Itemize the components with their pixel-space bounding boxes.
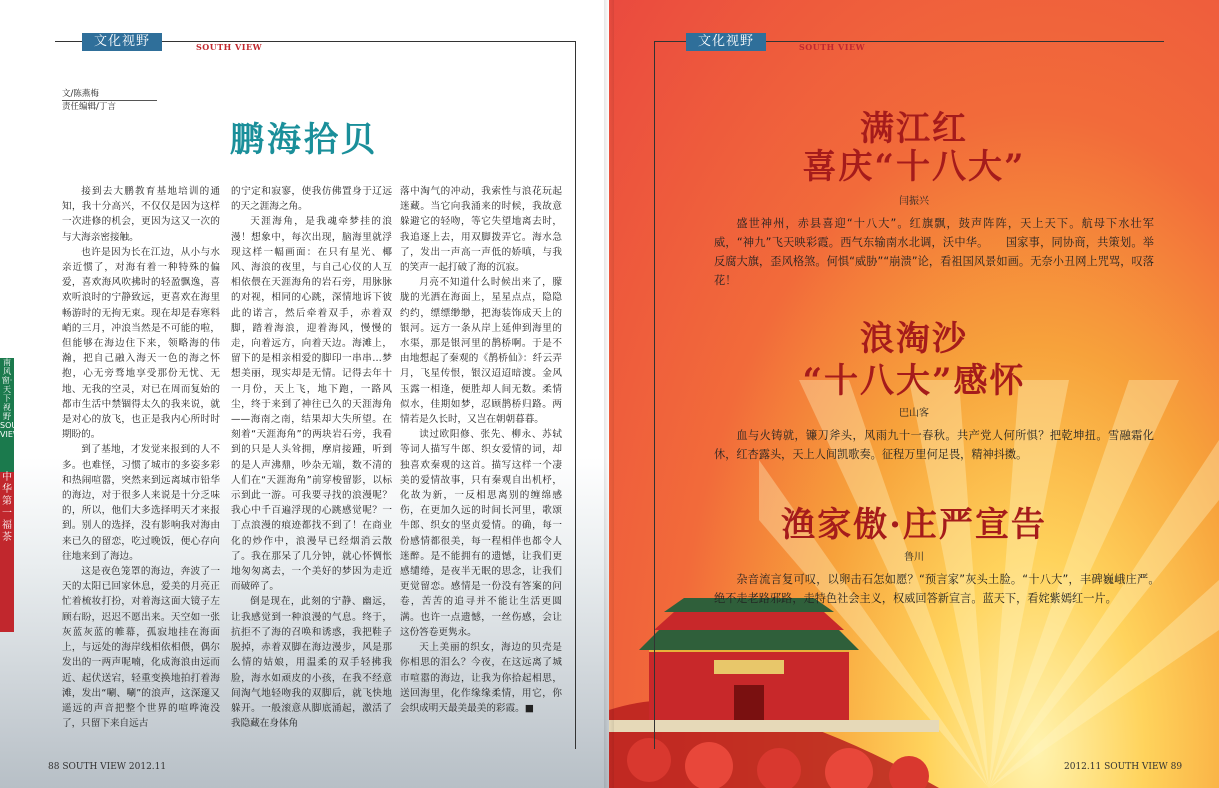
poem-body-2 [714,426,1154,464]
poem-author-3: 鲁川 [904,552,924,563]
right-page [609,0,1219,788]
poem-author-2: 巴山客 [899,408,929,419]
poem-title-line: “十八大”感怀 [802,361,1026,401]
paragraph: 也许是因为长在江边，从小与水亲近惯了，对海有着一种特殊的偏爱，喜欢海风吹拂时的轻盈飘逸，喜欢听浪时的宁静致远，更喜欢在海里畅游时的无拘无束。现在却是春寒料峭的三月，冲浪当然是不可能的啦，但能够在海边住下来，领略海的伟瀚，把自己融入海天一色的海之怀抱，心无旁骛地享受那份无忧、无地、无我的空灵，对已在周而复始的都市生活中禁锢得太久的我来说，就是对心的放飞，也正是我内心所时时期盼的。 [62,246,220,441]
poem-title-3 [609,505,1219,545]
poem-title-line: 浪淘沙 [860,319,968,359]
section-subheader: SOUTH VIEW [196,42,263,52]
poem-body-1 [714,214,1154,290]
article-column-3 [400,184,562,716]
poem-title-line: 喜庆“十八大” [802,147,1026,187]
paragraph: 读过欧阳修、张先、柳永、苏轼等词人描写牛郎、织女爱情的词，却独喜欢秦观的这首。描写这样一个凄美的爱情故事，只有秦观自出机杼，化故为新，一反相思离别的缠绵感伤，在更加久远的时间长河里，歌颂牛郎、织女的坚贞爱情。的确，每一份感情都很美，每一程相伴也都令人迷醉。是不能拥有的遗憾，让我们更感缱绻，是夜半无眠的思念，让我们更觉留恋。感情是一份没有答案的问卷，苦苦的追寻并不能让生活更圆满。也许一点遗憾，一丝伤感，会让这份答卷更隽永。 [400,429,562,638]
section-header: 文化视野 [82,33,162,51]
paragraph: 倒是现在，此刻的宁静、幽远，让我感觉到一种浪漫的气息。终于，抗拒不了海的召唤和诱惑，我把鞋子脱掉，赤着双脚在海边漫步，风是那么情的姑娘，用温柔的双手轻拂我脸，海水如顽皮的小孩，在我不经意间淘气地轻吻我的双脚后，就飞快地躲开。一般滚意从脚底涌起，激活了我隐藏在身体角 [231,596,392,730]
poem-text: 血与火铸就，镰刀斧头，风雨九十一春秋。共产党人何所惧？把乾坤扭。雪融霜化休，红杏露头，天上人间凯歌奏。征程万里何足畏，精神抖擞。 [714,429,1154,461]
paragraph: 这是夜色笼罩的海边，奔波了一天的太阳已回家休息，爱美的月亮正忙着梳妆打扮，对着海这面大镜子左顾右盼，迟迟不愿出来。天空如一张灰蓝灰蓝的帷幕，孤寂地挂在海面上，与远处的海岸线相依相偎，偶尔发出的一两声呢喃，化成海浪由远而近、起伏送宕，轻重变换地拍打着海滩，发出“唰、唰”的浪声，这深邃又遥远的声音把整个世界的喧哗淹没了，只留下来自远古 [62,566,220,730]
article-column-1 [62,184,220,731]
paragraph: 的宁定和寂寥，使我仿佛置身于辽远的天之涯海之角。 [231,186,392,213]
poem-text: 杂音流言复可叹，以卵击石怎如愿？“预言家”灰头土脸。“十八大”，丰碑巍峨庄严。 绝不走老路邪路，走特色社会主义，权威回答新宣言。蓝天下，看姹紫嫣红一片。 [714,573,1166,605]
paragraph: 月亮不知道什么时候出来了，朦胧的光洒在海面上，星星点点，隐隐约约，缥缥缈缈，把海装饰成天上的银河。远方一条从岸上延伸到海里的水渠，那是银河里的鹊桥啊。于是不由地想起了秦观的《鹊桥仙》：纤云弄月，飞星传恨，银汉迢迢暗渡。金风玉露一相逢，便胜却人间无数。柔情似水，佳期如梦，忍顾鹊桥归路。两情若是久长时，又岂在朝朝暮暮。 [400,277,562,426]
poem-title-2 [609,318,1219,402]
side-tab-advert: 中华第一福茶 [0,472,14,632]
paragraph: 天涯海角，是我魂牵梦挂的浪漫！想象中，每次出现，脑海里就浮现这样一幅画面：在只有星光、椰风、海浪的夜里，与自己心仪的人互相依偎在天涯海角的岩石旁，用脉脉的对视，相同的心跳，深情地诉下彼此的诺言，然后牵着双手，赤着双脚，踏着海浪，迎着海风，慢慢的走，向着远方，向着天边。海滩上，留下的是相亲相爱的脚印一串串…梦想美丽，现实却是无情。记得去年十一月份，天上飞，地下跑，一路风尘，终于来到了神往已久的天涯海角——海南之南，结果却大失所望。在刻着“天涯海角”的两块岩石旁，我看到的只是人头耸拥，摩肩接踵，听到的是人声沸鼎，吵杂无端，数不清的人们在“天涯海角”前穿梭留影，以标示到此一游。可我要寻找的浪漫呢？我心中千百遍浮现的心跳感觉呢？一丁点浪漫的痕迹都找不到了！在商业化的炒作中，浪漫早已经烟消云散了。我在那呆了几分钟，就心怀惆怅地匆匆离去，一个美好的梦因为走近而破碎了。 [231,216,392,593]
page-footer-left: 88 SOUTH VIEW 2012.11 [48,762,167,772]
left-page [0,0,609,788]
article-credits [62,88,157,113]
article-column-2 [231,184,392,731]
section-subheader: SOUTH VIEW [799,42,866,52]
poem-author-1: 闫振兴 [899,196,929,207]
book-spine [604,0,614,788]
poem-title-1 [609,110,1219,186]
page-border-right [575,41,576,749]
paragraph: 天上美丽的织女，海边的贝壳是你相思的泪么？今夜，在这远离了城市喧嚣的海边，让我为你拾起相思，送回海里，化作缘缘柔情，用它，你会织成明天最美最美的彩霞。■ [400,642,562,714]
paragraph: 落中淘气的冲动，我索性与浪花玩起迷藏。当它向我涌来的时候，我故意躲避它的轻吻，等它失望地离去时，我追逐上去，用双脚拨弄它。海水急了，发出一声高一声低的娇嗔，与我的笑声一起打破了海的沉寂。 [400,186,562,274]
page-footer-right: 2012.11 SOUTH VIEW 89 [1064,762,1183,772]
article-title: 鹏海拾贝 [230,120,378,160]
author-credit: 文/陈燕梅 [62,89,99,99]
poem-title-line: 渔家傲·庄严宣告 [781,505,1047,545]
poem-title-line: 满江红 [860,109,968,149]
side-tab-magazine: 南风窗·天下视野 SOUTH VIEW [0,358,14,473]
paragraph: 到了基地，才发觉来报到的人不多。也难怪，习惯了城市的多姿多彩和热闹喧嚣，突然来到远离城市铅华的海边，对于很多人来说是十分乏味的，所以，他们大多选择明天才来报到。别人的选择，没有影响我对海由来已久的留恋，吃过晚饭，便心存向往地来到了海边。 [62,444,220,562]
paragraph: 接到去大鹏教育基地培训的通知，我十分高兴，不仅仅是因为这样一次进修的机会，更因为这又一次的与大海亲密接触。 [62,186,220,243]
editor-credit: 责任编辑/丁言 [62,102,116,112]
poem-text: 盛世神州，赤县喜迎“十八大”。红旗飘，鼓声阵阵，天上天下。航母下水壮军威，“神九”飞天映彩霞。西气东输南水北调，沃中华。 国家事，同协商，共策划。举反腐大旗，歪风格煞。何惧“威胁”“崩溃”论，看祖国风景如画。无奈小丑网上咒骂，叹落花！ [714,217,1154,287]
section-header: 文化视野 [686,33,766,51]
poem-body-3 [714,570,1166,608]
